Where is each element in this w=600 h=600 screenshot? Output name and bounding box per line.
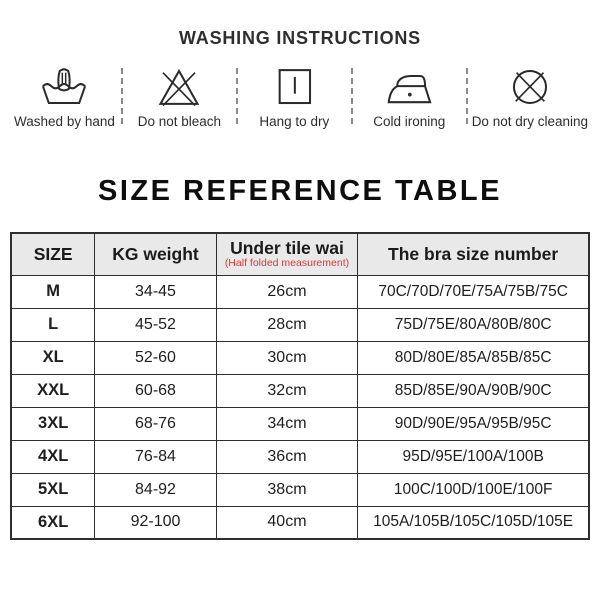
cell-bra-sizes: 80D/80E/85A/85B/85C [358, 341, 589, 374]
cell-size: 6XL [11, 506, 95, 539]
washing-item-do-not-bleach [127, 63, 232, 129]
cell-kg-weight: 34-45 [95, 275, 216, 308]
cell-bra-sizes: 85D/85E/90A/90B/90C [358, 374, 589, 407]
washing-item-label: Washed by hand [14, 114, 115, 129]
cell-size: XL [11, 341, 95, 374]
table-row [11, 275, 589, 308]
cell-bra-sizes: 75D/75E/80A/80B/80C [358, 308, 589, 341]
table-header-row [11, 233, 589, 275]
cell-kg-weight: 52-60 [95, 341, 216, 374]
hang-to-dry-icon [267, 63, 321, 111]
cell-size: L [11, 308, 95, 341]
cell-bra-sizes: 90D/90E/95A/95B/95C [358, 407, 589, 440]
dashed-divider [121, 68, 123, 124]
cell-kg-weight: 92-100 [95, 506, 216, 539]
cell-kg-weight: 76-84 [95, 440, 216, 473]
cell-size: 4XL [11, 440, 95, 473]
washing-item-label: Cold ironing [373, 114, 446, 129]
table-row [11, 506, 589, 539]
col-header-bra-size: The bra size number [358, 233, 589, 275]
cold-ironing-icon [382, 63, 436, 111]
washing-item-hang-to-dry [242, 63, 347, 129]
washing-icons-row [0, 63, 600, 129]
cell-under-waist: 40cm [216, 506, 358, 539]
dashed-divider [466, 68, 468, 124]
cell-under-waist: 26cm [216, 275, 358, 308]
washing-item-cold-ironing [357, 63, 462, 129]
cell-under-waist: 28cm [216, 308, 358, 341]
cell-bra-sizes: 95D/95E/100A/100B [358, 440, 589, 473]
table-row [11, 473, 589, 506]
cell-kg-weight: 60-68 [95, 374, 216, 407]
table-row [11, 308, 589, 341]
cell-under-waist: 36cm [216, 440, 358, 473]
cell-under-waist: 30cm [216, 341, 358, 374]
col-header-kg-weight: KG weight [95, 233, 216, 275]
table-row [11, 440, 589, 473]
half-folded-note: (Half folded measurement) [224, 257, 350, 270]
cell-kg-weight: 84-92 [95, 473, 216, 506]
dashed-divider [351, 68, 353, 124]
under-waist-label: Under tile wai [230, 237, 344, 258]
cell-under-waist: 32cm [216, 374, 358, 407]
washing-instructions-title: WASHING INSTRUCTIONS [178, 28, 421, 48]
cell-size: M [11, 275, 95, 308]
table-row [11, 374, 589, 407]
washing-item-label: Do not bleach [137, 114, 222, 129]
cell-size: 5XL [11, 473, 95, 506]
dashed-divider [236, 68, 238, 124]
cell-under-waist: 38cm [216, 473, 358, 506]
size-table-title: SIZE REFERENCE TABLE [98, 175, 502, 207]
size-reference-table [10, 232, 590, 540]
washing-item-label: Hang to dry [259, 114, 330, 129]
cell-size: XXL [11, 374, 95, 407]
table-row [11, 407, 589, 440]
cell-size: 3XL [11, 407, 95, 440]
cell-kg-weight: 68-76 [95, 407, 216, 440]
washing-instructions-section [0, 0, 600, 129]
col-header-under-waist [216, 233, 358, 275]
cell-bra-sizes: 105A/105B/105C/105D/105E [358, 506, 589, 539]
washing-item-label: Do not dry cleaning [471, 114, 589, 129]
cell-kg-weight: 45-52 [95, 308, 216, 341]
washing-item-do-not-dry-clean [472, 63, 588, 129]
size-reference-section [0, 175, 600, 540]
cell-bra-sizes: 100C/100D/100E/100F [358, 473, 589, 506]
do-not-bleach-icon [152, 63, 206, 111]
table-row [11, 341, 589, 374]
col-header-size: SIZE [11, 233, 95, 275]
size-table-body [11, 275, 589, 539]
hand-wash-icon [37, 63, 91, 111]
do-not-dry-clean-icon [503, 63, 557, 111]
cell-bra-sizes: 70C/70D/70E/75A/75B/75C [358, 275, 589, 308]
cell-under-waist: 34cm [216, 407, 358, 440]
washing-item-hand-wash [12, 63, 117, 129]
